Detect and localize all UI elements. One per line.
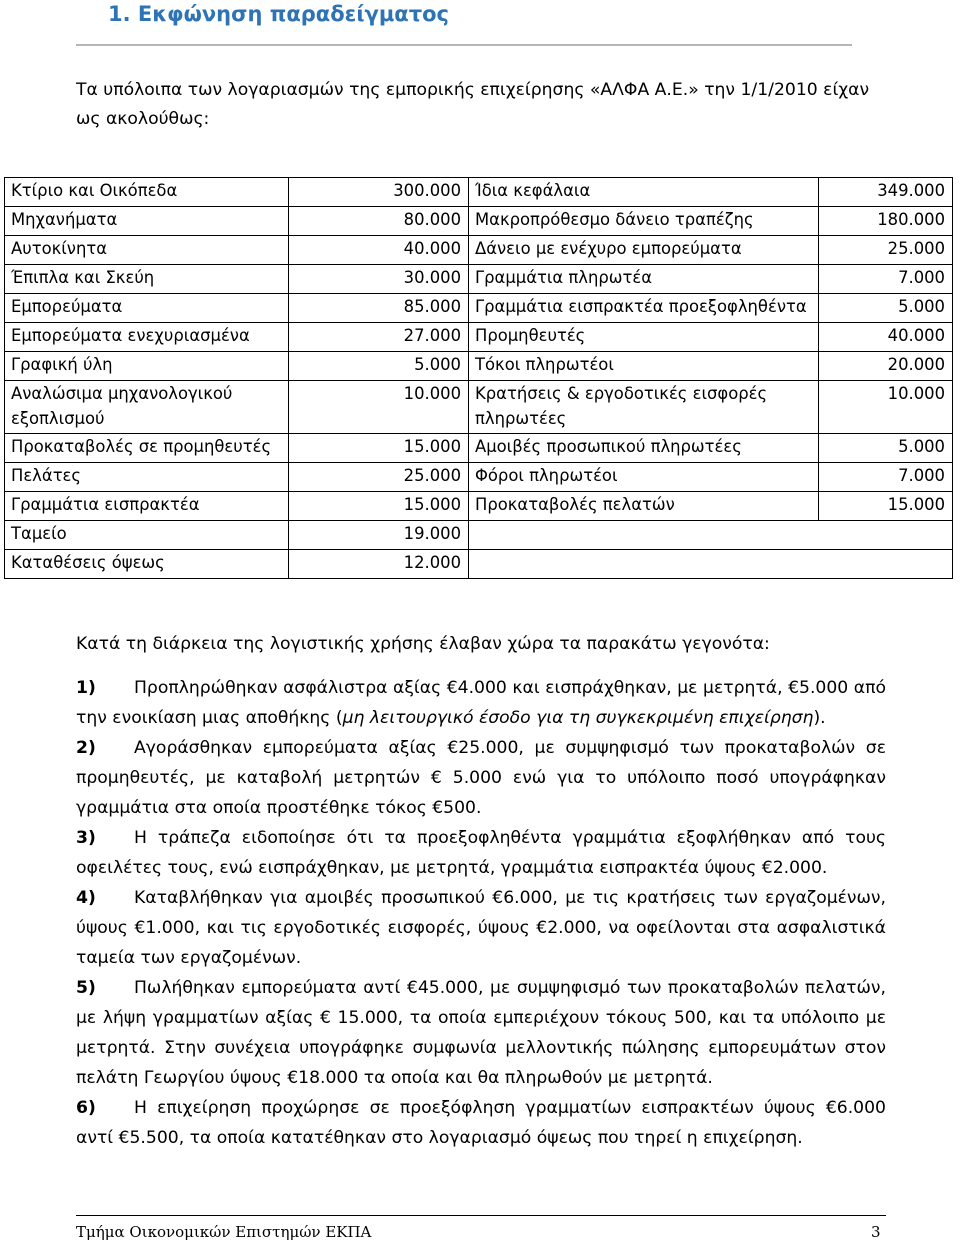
event-number: 3) [76, 828, 96, 848]
table-row [5, 463, 953, 492]
asset-name-cell: Έπιπλα και Σκεύη [5, 265, 289, 294]
table-row [5, 294, 953, 323]
section-heading: 1. Εκφώνηση παραδείγματος [108, 2, 449, 26]
asset-value-cell: 30.000 [289, 265, 469, 294]
table-row [5, 381, 953, 434]
list-item [76, 673, 886, 733]
event-text-end: ). [813, 708, 826, 728]
liability-value-cell [819, 521, 953, 550]
asset-name-cell: Εμπορεύματα [5, 294, 289, 323]
asset-name-cell: Αυτοκίνητα [5, 236, 289, 265]
liability-name-cell: Γραμμάτια πληρωτέα [469, 265, 819, 294]
asset-value-cell: 25.000 [289, 463, 469, 492]
asset-name-cell: Εμπορεύματα ενεχυριασμένα [5, 323, 289, 352]
intro-paragraph: Τα υπόλοιπα των λογαριασμών της εμπορικής επιχείρησης «ΑΛΦΑ Α.Ε.» την 1/1/2010 είχαν ως ακολούθως: [76, 80, 870, 129]
asset-name-cell: Ταμείο [5, 521, 289, 550]
liability-value-cell [819, 550, 953, 579]
liability-name-cell: Δάνειο με ενέχυρο εμπορεύματα [469, 236, 819, 265]
opening-balances-table [4, 177, 953, 579]
events-list [76, 673, 886, 1153]
asset-value-cell: 85.000 [289, 294, 469, 323]
asset-name-cell: Μηχανήματα [5, 207, 289, 236]
asset-value-cell: 15.000 [289, 492, 469, 521]
liability-name-cell: Φόροι πληρωτέοι [469, 463, 819, 492]
asset-name-cell: Αναλώσιμα μηχανολογικού εξοπλισμού [5, 381, 289, 434]
event-text: Καταβλήθηκαν για αμοιβές προσωπικού €6.000, με τις κρατήσεις των εργαζομένων, ύψους €1.000, και τις εργοδοτικές εισφορές, ύψους €2.000, να οφείλονται στα ασφαλιστικά ταμεία των εργαζομένων. [76, 888, 886, 968]
asset-name-cell: Πελάτες [5, 463, 289, 492]
liability-name-cell: Προκαταβολές πελατών [469, 492, 819, 521]
asset-value-cell: 27.000 [289, 323, 469, 352]
asset-name-cell: Προκαταβολές σε προμηθευτές [5, 434, 289, 463]
asset-name-cell: Κτίριο και Οικόπεδα [5, 178, 289, 207]
liability-name-cell: Γραμμάτια εισπρακτέα προεξοφληθέντα [469, 294, 819, 323]
event-text: Η τράπεζα ειδοποίησε ότι τα προεξοφληθέντα γραμμάτια εξοφλήθηκαν από τους οφειλέτες τους, ενώ εισπράχθηκαν, με μετρητά, γραμμάτια εισπρακτέα ύψους €2.000. [76, 828, 886, 878]
liability-name-cell: Αμοιβές προσωπικού πληρωτέες [469, 434, 819, 463]
event-text: Προπληρώθηκαν ασφάλιστρα αξίας €4.000 και εισπράχθηκαν, με μετρητά, €5.000 από την ενοικίαση μιας αποθήκης ( [76, 678, 886, 728]
table-row [5, 492, 953, 521]
liability-value-cell: 15.000 [819, 492, 953, 521]
liability-value-cell: 7.000 [819, 463, 953, 492]
table-row [5, 207, 953, 236]
heading-underline [76, 44, 852, 46]
event-number: 1) [76, 678, 96, 698]
liability-name-cell: Κρατήσεις & εργοδοτικές εισφορές πληρωτέες [469, 381, 819, 434]
liability-value-cell: 180.000 [819, 207, 953, 236]
liability-value-cell: 5.000 [819, 294, 953, 323]
liability-value-cell: 349.000 [819, 178, 953, 207]
event-number: 4) [76, 888, 96, 908]
liability-name-cell: Ίδια κεφάλαια [469, 178, 819, 207]
event-number: 6) [76, 1098, 96, 1118]
liability-value-cell: 40.000 [819, 323, 953, 352]
asset-name-cell: Γραφική ύλη [5, 352, 289, 381]
list-item [76, 883, 886, 973]
event-note-italic: μη λειτουργικό έσοδο για τη συγκεκριμένη επιχείρηση [342, 708, 814, 728]
list-item [76, 973, 886, 1093]
liability-value-cell: 20.000 [819, 352, 953, 381]
events-intro: Κατά τη διάρκεια της λογιστικής χρήσης έλαβαν χώρα τα παρακάτω γεγονότα: [76, 634, 770, 654]
event-text: Αγοράσθηκαν εμπορεύματα αξίας €25.000, με συμψηφισμό των προκαταβολών σε προμηθευτές, με καταβολή μετρητών € 5.000 ενώ για το υπόλοιπο ποσό υπογράφηκαν γραμμάτια στα οποία προστέθηκε τόκος €500. [76, 738, 886, 818]
table-row [5, 434, 953, 463]
liability-value-cell: 25.000 [819, 236, 953, 265]
asset-value-cell: 40.000 [289, 236, 469, 265]
asset-value-cell: 12.000 [289, 550, 469, 579]
list-item [76, 823, 886, 883]
table-row [5, 521, 953, 550]
asset-value-cell: 15.000 [289, 434, 469, 463]
liability-name-cell [469, 521, 819, 550]
liability-name-cell [469, 550, 819, 579]
asset-value-cell: 19.000 [289, 521, 469, 550]
liability-value-cell: 10.000 [819, 381, 953, 434]
table-row [5, 178, 953, 207]
footer-department: Τμήμα Οικονομικών Επιστημών ΕΚΠΑ [76, 1223, 372, 1241]
event-text: Πωλήθηκαν εμπορεύματα αντί €45.000, με συμψηφισμό των προκαταβολών πελατών, με λήψη γραμματίων αξίας € 15.000, τα οποία εμπεριέχουν τόκους 500, και τα υπόλοιπο με μετρητά. Στην συνέχεια υπογράφηκε συμφωνία μελλοντικής πώλησης εμπορευμάτων στον πελάτη Γεωργίου ύψους €18.000 τα οποία και θα πληρωθούν με μετρητά. [76, 978, 886, 1088]
liability-value-cell: 5.000 [819, 434, 953, 463]
asset-name-cell: Γραμμάτια εισπρακτέα [5, 492, 289, 521]
list-item [76, 1093, 886, 1153]
event-number: 2) [76, 738, 96, 758]
table-row [5, 323, 953, 352]
asset-value-cell: 10.000 [289, 381, 469, 434]
list-item [76, 733, 886, 823]
table-row [5, 352, 953, 381]
asset-value-cell: 300.000 [289, 178, 469, 207]
liability-name-cell: Μακροπρόθεσμο δάνειο τραπέζης [469, 207, 819, 236]
page-number: 3 [871, 1223, 881, 1241]
asset-value-cell: 5.000 [289, 352, 469, 381]
event-text: Η επιχείρηση προχώρησε σε προεξόφληση γραμματίων εισπρακτέων ύψους €6.000 αντί €5.500, τα οποία κατατέθηκαν στο λογαριασμό όψεως που τηρεί η επιχείρηση. [76, 1098, 886, 1148]
table-row [5, 236, 953, 265]
asset-name-cell: Καταθέσεις όψεως [5, 550, 289, 579]
asset-value-cell: 80.000 [289, 207, 469, 236]
liability-name-cell: Προμηθευτές [469, 323, 819, 352]
footer-divider [76, 1215, 886, 1216]
liability-name-cell: Τόκοι πληρωτέοι [469, 352, 819, 381]
table-row [5, 265, 953, 294]
event-number: 5) [76, 978, 96, 998]
liability-value-cell: 7.000 [819, 265, 953, 294]
table-row [5, 550, 953, 579]
